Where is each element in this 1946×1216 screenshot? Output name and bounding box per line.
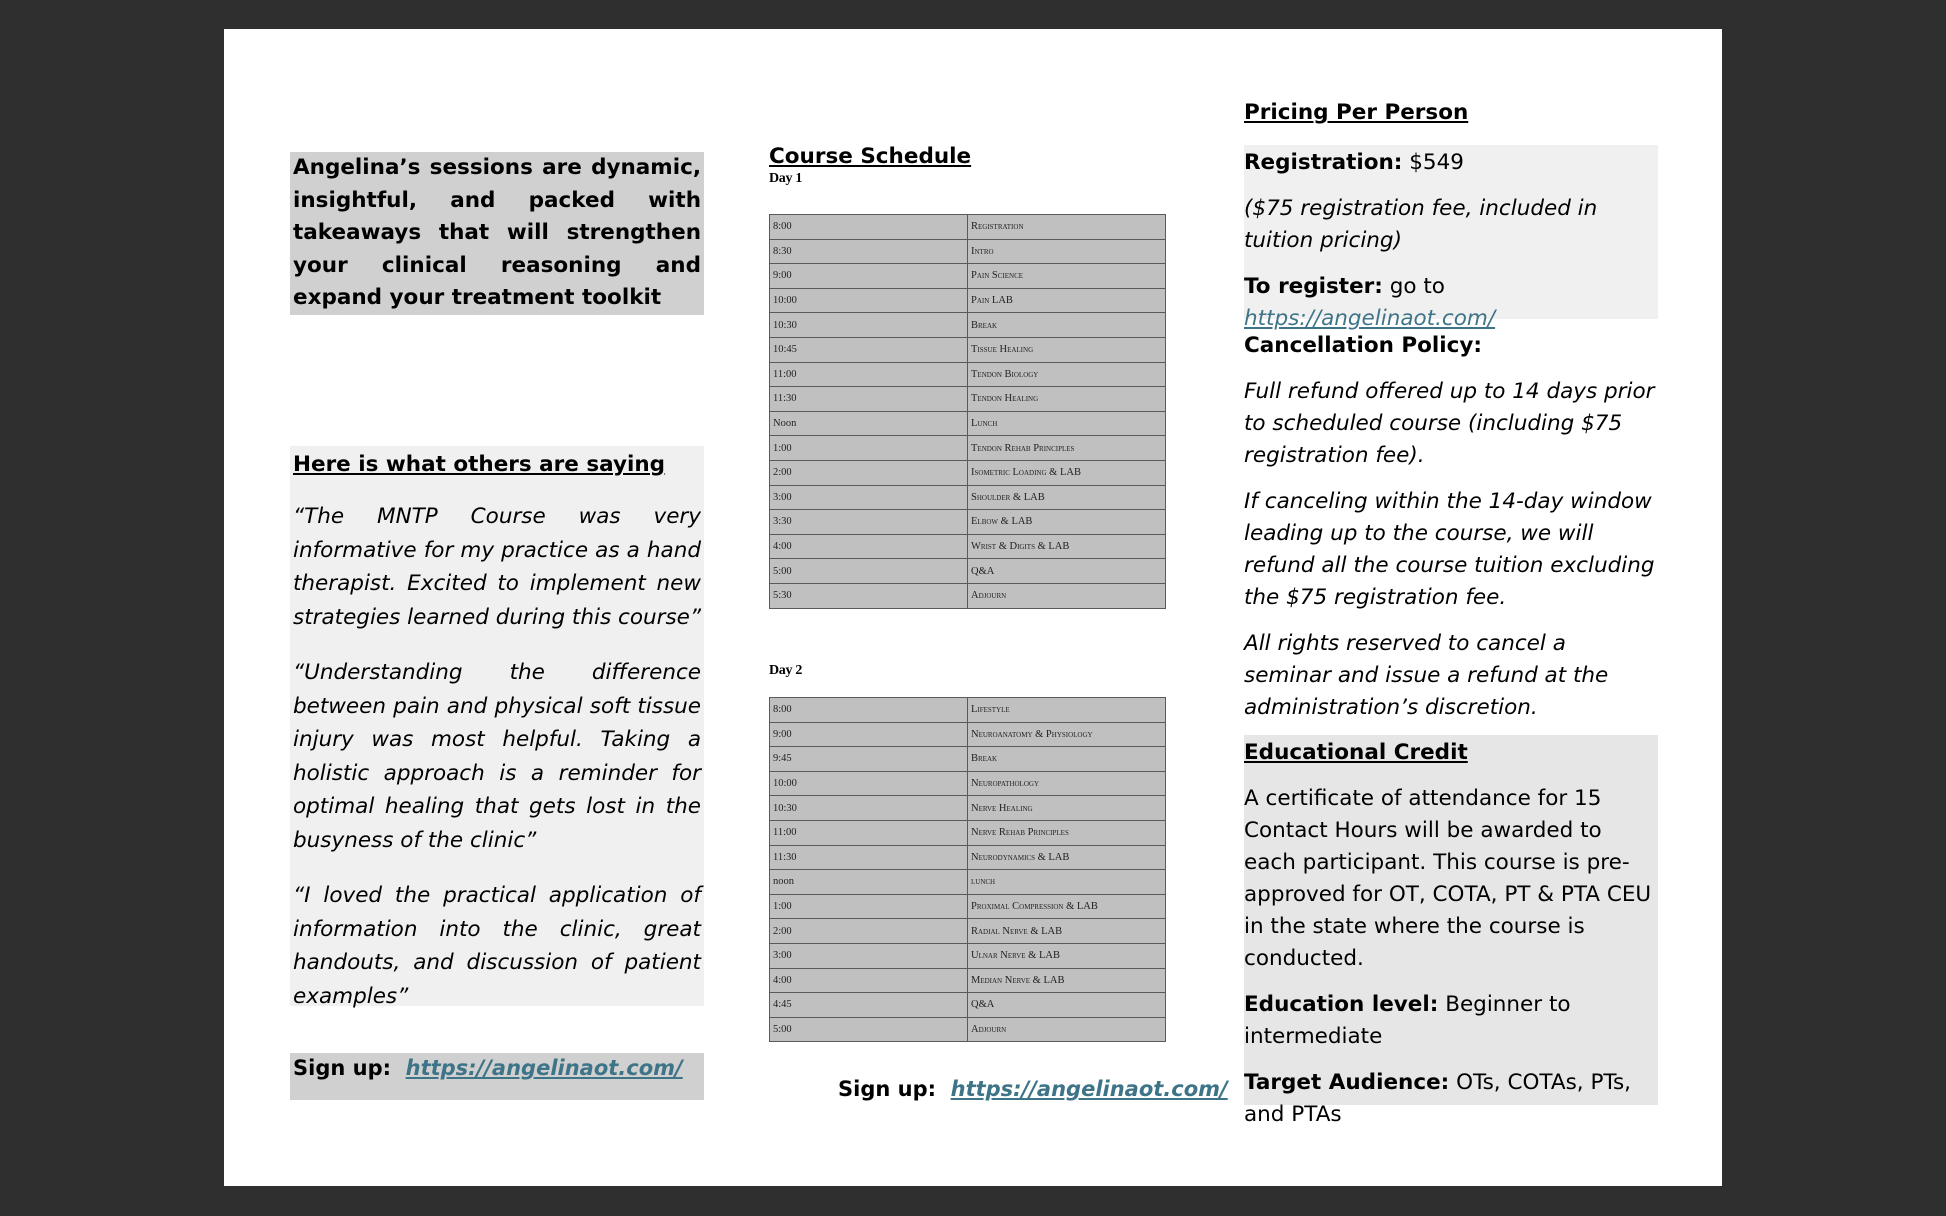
credit-heading: Educational Credit bbox=[1244, 740, 1468, 765]
registration-price: $549 bbox=[1402, 150, 1464, 175]
cancellation-paragraph: If canceling within the 14-day window leading up to the course, we will refund all the course tuition excluding the $75 registration fee. bbox=[1244, 489, 1655, 610]
schedule-activity: Lifestyle bbox=[968, 698, 1166, 723]
schedule-activity: Pain LAB bbox=[968, 288, 1166, 313]
schedule-time: 8:30 bbox=[770, 239, 968, 264]
schedule-row bbox=[770, 796, 1166, 821]
schedule-activity: Break bbox=[968, 313, 1166, 338]
day2-schedule-table bbox=[769, 697, 1166, 1042]
signup-link[interactable]: https://angelinaot.com/ bbox=[950, 1077, 1228, 1101]
schedule-activity: Median Nerve & LAB bbox=[968, 968, 1166, 993]
schedule-time: 3:00 bbox=[770, 943, 968, 968]
schedule-activity: Tendon Biology bbox=[968, 362, 1166, 387]
schedule-row bbox=[770, 870, 1166, 895]
testimonials-heading: Here is what others are saying bbox=[293, 452, 666, 477]
schedule-row bbox=[770, 943, 1166, 968]
schedule-time: 4:00 bbox=[770, 968, 968, 993]
schedule-row bbox=[770, 313, 1166, 338]
schedule-time: 8:00 bbox=[770, 215, 968, 240]
target-audience-value: OTs, COTAs, PTs, and PTAs bbox=[1244, 1070, 1632, 1127]
schedule-time: 10:00 bbox=[770, 771, 968, 796]
credit-text: A certificate of attendance for 15 Contact Hours will be awarded to each participant. This course is pre-approved for OT, COTA, PT & PTA CEU in the state where the course is conducted. bbox=[1244, 786, 1652, 971]
pricing-heading bbox=[1244, 97, 1658, 129]
schedule-row bbox=[770, 534, 1166, 559]
schedule-row bbox=[770, 845, 1166, 870]
schedule-activity: Adjourn bbox=[968, 583, 1166, 608]
schedule-time: 5:00 bbox=[770, 559, 968, 584]
cancellation-paragraph: All rights reserved to cancel a seminar and issue a refund at the administration’s discretion. bbox=[1244, 631, 1609, 720]
schedule-row bbox=[770, 993, 1166, 1018]
schedule-row bbox=[770, 1017, 1166, 1042]
schedule-time: noon bbox=[770, 870, 968, 895]
cancellation-paragraph: Full refund offered up to 14 days prior to scheduled course (including $75 registration fee). bbox=[1244, 379, 1655, 468]
schedule-time: 10:30 bbox=[770, 313, 968, 338]
schedule-activity: Proximal Compression & LAB bbox=[968, 894, 1166, 919]
register-link[interactable]: https://angelinaot.com/ bbox=[1244, 306, 1496, 331]
schedule-row bbox=[770, 288, 1166, 313]
credit-box bbox=[1244, 735, 1658, 1127]
schedule-activity: Shoulder & LAB bbox=[968, 485, 1166, 510]
register-text: go to bbox=[1382, 274, 1445, 299]
schedule-activity: Tendon Healing bbox=[968, 387, 1166, 412]
fee-note: ($75 registration fee, included in tuition pricing) bbox=[1244, 196, 1598, 253]
schedule-time: 5:30 bbox=[770, 583, 968, 608]
schedule-row bbox=[770, 820, 1166, 845]
education-level-label: Education level: bbox=[1244, 992, 1439, 1017]
schedule-time: 11:00 bbox=[770, 362, 968, 387]
testimonial-quote: “I loved the practical application of information into the clinic, great handouts, and discussion of patient examples” bbox=[293, 883, 701, 1009]
schedule-activity: Radial Nerve & LAB bbox=[968, 919, 1166, 944]
schedule-activity: Lunch bbox=[968, 411, 1166, 436]
schedule-activity: Intro bbox=[968, 239, 1166, 264]
schedule-row bbox=[770, 215, 1166, 240]
schedule-activity: Elbow & LAB bbox=[968, 510, 1166, 535]
schedule-row bbox=[770, 510, 1166, 535]
schedule-time: 1:00 bbox=[770, 894, 968, 919]
schedule-row bbox=[770, 239, 1166, 264]
schedule-activity: Isometric Loading & LAB bbox=[968, 460, 1166, 485]
schedule-row bbox=[770, 771, 1166, 796]
signup-link[interactable]: https://angelinaot.com/ bbox=[405, 1056, 683, 1080]
register-label: To register: bbox=[1244, 274, 1383, 299]
schedule-row bbox=[770, 919, 1166, 944]
signup-label: Sign up: bbox=[838, 1077, 936, 1101]
schedule-row bbox=[770, 387, 1166, 412]
schedule-time: 3:00 bbox=[770, 485, 968, 510]
day1-label: Day 1 bbox=[769, 171, 803, 186]
schedule-time: 4:00 bbox=[770, 534, 968, 559]
schedule-time: 3:30 bbox=[770, 510, 968, 535]
schedule-activity: Nerve Rehab Principles bbox=[968, 820, 1166, 845]
schedule-activity: Q&A bbox=[968, 993, 1166, 1018]
schedule-time: 4:45 bbox=[770, 993, 968, 1018]
schedule-activity: Q&A bbox=[968, 559, 1166, 584]
schedule-activity: Tissue Healing bbox=[968, 337, 1166, 362]
schedule-activity: Registration bbox=[968, 215, 1166, 240]
schedule-time: 2:00 bbox=[770, 460, 968, 485]
schedule-row bbox=[770, 436, 1166, 461]
schedule-time: Noon bbox=[770, 411, 968, 436]
pricing-heading-text: Pricing Per Person bbox=[1244, 100, 1469, 125]
target-audience-label: Target Audience: bbox=[1244, 1070, 1450, 1095]
schedule-row bbox=[770, 411, 1166, 436]
day1-schedule-table bbox=[769, 214, 1166, 609]
schedule-time: 9:45 bbox=[770, 747, 968, 772]
schedule-time: 5:00 bbox=[770, 1017, 968, 1042]
cancellation-heading: Cancellation Policy: bbox=[1244, 333, 1483, 358]
registration-label: Registration: bbox=[1244, 150, 1403, 175]
schedule-time: 11:30 bbox=[770, 845, 968, 870]
schedule-activity: Adjourn bbox=[968, 1017, 1166, 1042]
schedule-time: 10:00 bbox=[770, 288, 968, 313]
schedule-activity: Neuroanatomy & Physiology bbox=[968, 722, 1166, 747]
schedule-time: 2:00 bbox=[770, 919, 968, 944]
schedule-row bbox=[770, 337, 1166, 362]
schedule-row bbox=[770, 583, 1166, 608]
schedule-activity: Pain Science bbox=[968, 264, 1166, 289]
schedule-activity: lunch bbox=[968, 870, 1166, 895]
day2-label: Day 2 bbox=[769, 663, 803, 678]
cancellation-section bbox=[1244, 330, 1658, 724]
schedule-row bbox=[770, 264, 1166, 289]
schedule-time: 1:00 bbox=[770, 436, 968, 461]
schedule-row bbox=[770, 362, 1166, 387]
education-level-value: Beginner to intermediate bbox=[1244, 992, 1571, 1049]
schedule-activity: Nerve Healing bbox=[968, 796, 1166, 821]
schedule-time: 10:45 bbox=[770, 337, 968, 362]
schedule-time: 10:30 bbox=[770, 796, 968, 821]
schedule-row bbox=[770, 460, 1166, 485]
schedule-row bbox=[770, 747, 1166, 772]
schedule-row bbox=[770, 485, 1166, 510]
pricing-box bbox=[1244, 145, 1658, 331]
schedule-time: 9:00 bbox=[770, 264, 968, 289]
schedule-title: Course Schedule bbox=[769, 144, 972, 169]
intro-blurb: Angelina’s sessions are dynamic, insightful, and packed with takeaways that will strengthen your clinical reasoning and expand your treatment toolkit bbox=[290, 152, 704, 315]
schedule-row bbox=[770, 559, 1166, 584]
document-page bbox=[224, 29, 1722, 1186]
schedule-activity: Ulnar Nerve & LAB bbox=[968, 943, 1166, 968]
schedule-time: 9:00 bbox=[770, 722, 968, 747]
schedule-row bbox=[770, 698, 1166, 723]
schedule-time: 11:30 bbox=[770, 387, 968, 412]
schedule-activity: Wrist & Digits & LAB bbox=[968, 534, 1166, 559]
testimonial-quote: “The MNTP Course was very informative for my practice as a hand therapist. Excited to implement new strategies learned during this course” bbox=[293, 504, 702, 630]
testimonial-quote: “Understanding the difference between pain and physical soft tissue injury was most helpful. Taking a holistic approach is a reminder for optimal healing that gets lost in the busyness of the clinic” bbox=[293, 660, 701, 853]
schedule-activity: Neuropathology bbox=[968, 771, 1166, 796]
schedule-time: 8:00 bbox=[770, 698, 968, 723]
schedule-activity: Neurodynamics & LAB bbox=[968, 845, 1166, 870]
schedule-row bbox=[770, 894, 1166, 919]
schedule-row bbox=[770, 968, 1166, 993]
schedule-row bbox=[770, 722, 1166, 747]
schedule-activity: Break bbox=[968, 747, 1166, 772]
signup-left bbox=[290, 1053, 704, 1100]
signup-middle bbox=[838, 1077, 1228, 1101]
schedule-time: 11:00 bbox=[770, 820, 968, 845]
schedule-activity: Tendon Rehab Principles bbox=[968, 436, 1166, 461]
testimonials-section bbox=[290, 446, 704, 1009]
signup-label: Sign up: bbox=[293, 1056, 391, 1080]
